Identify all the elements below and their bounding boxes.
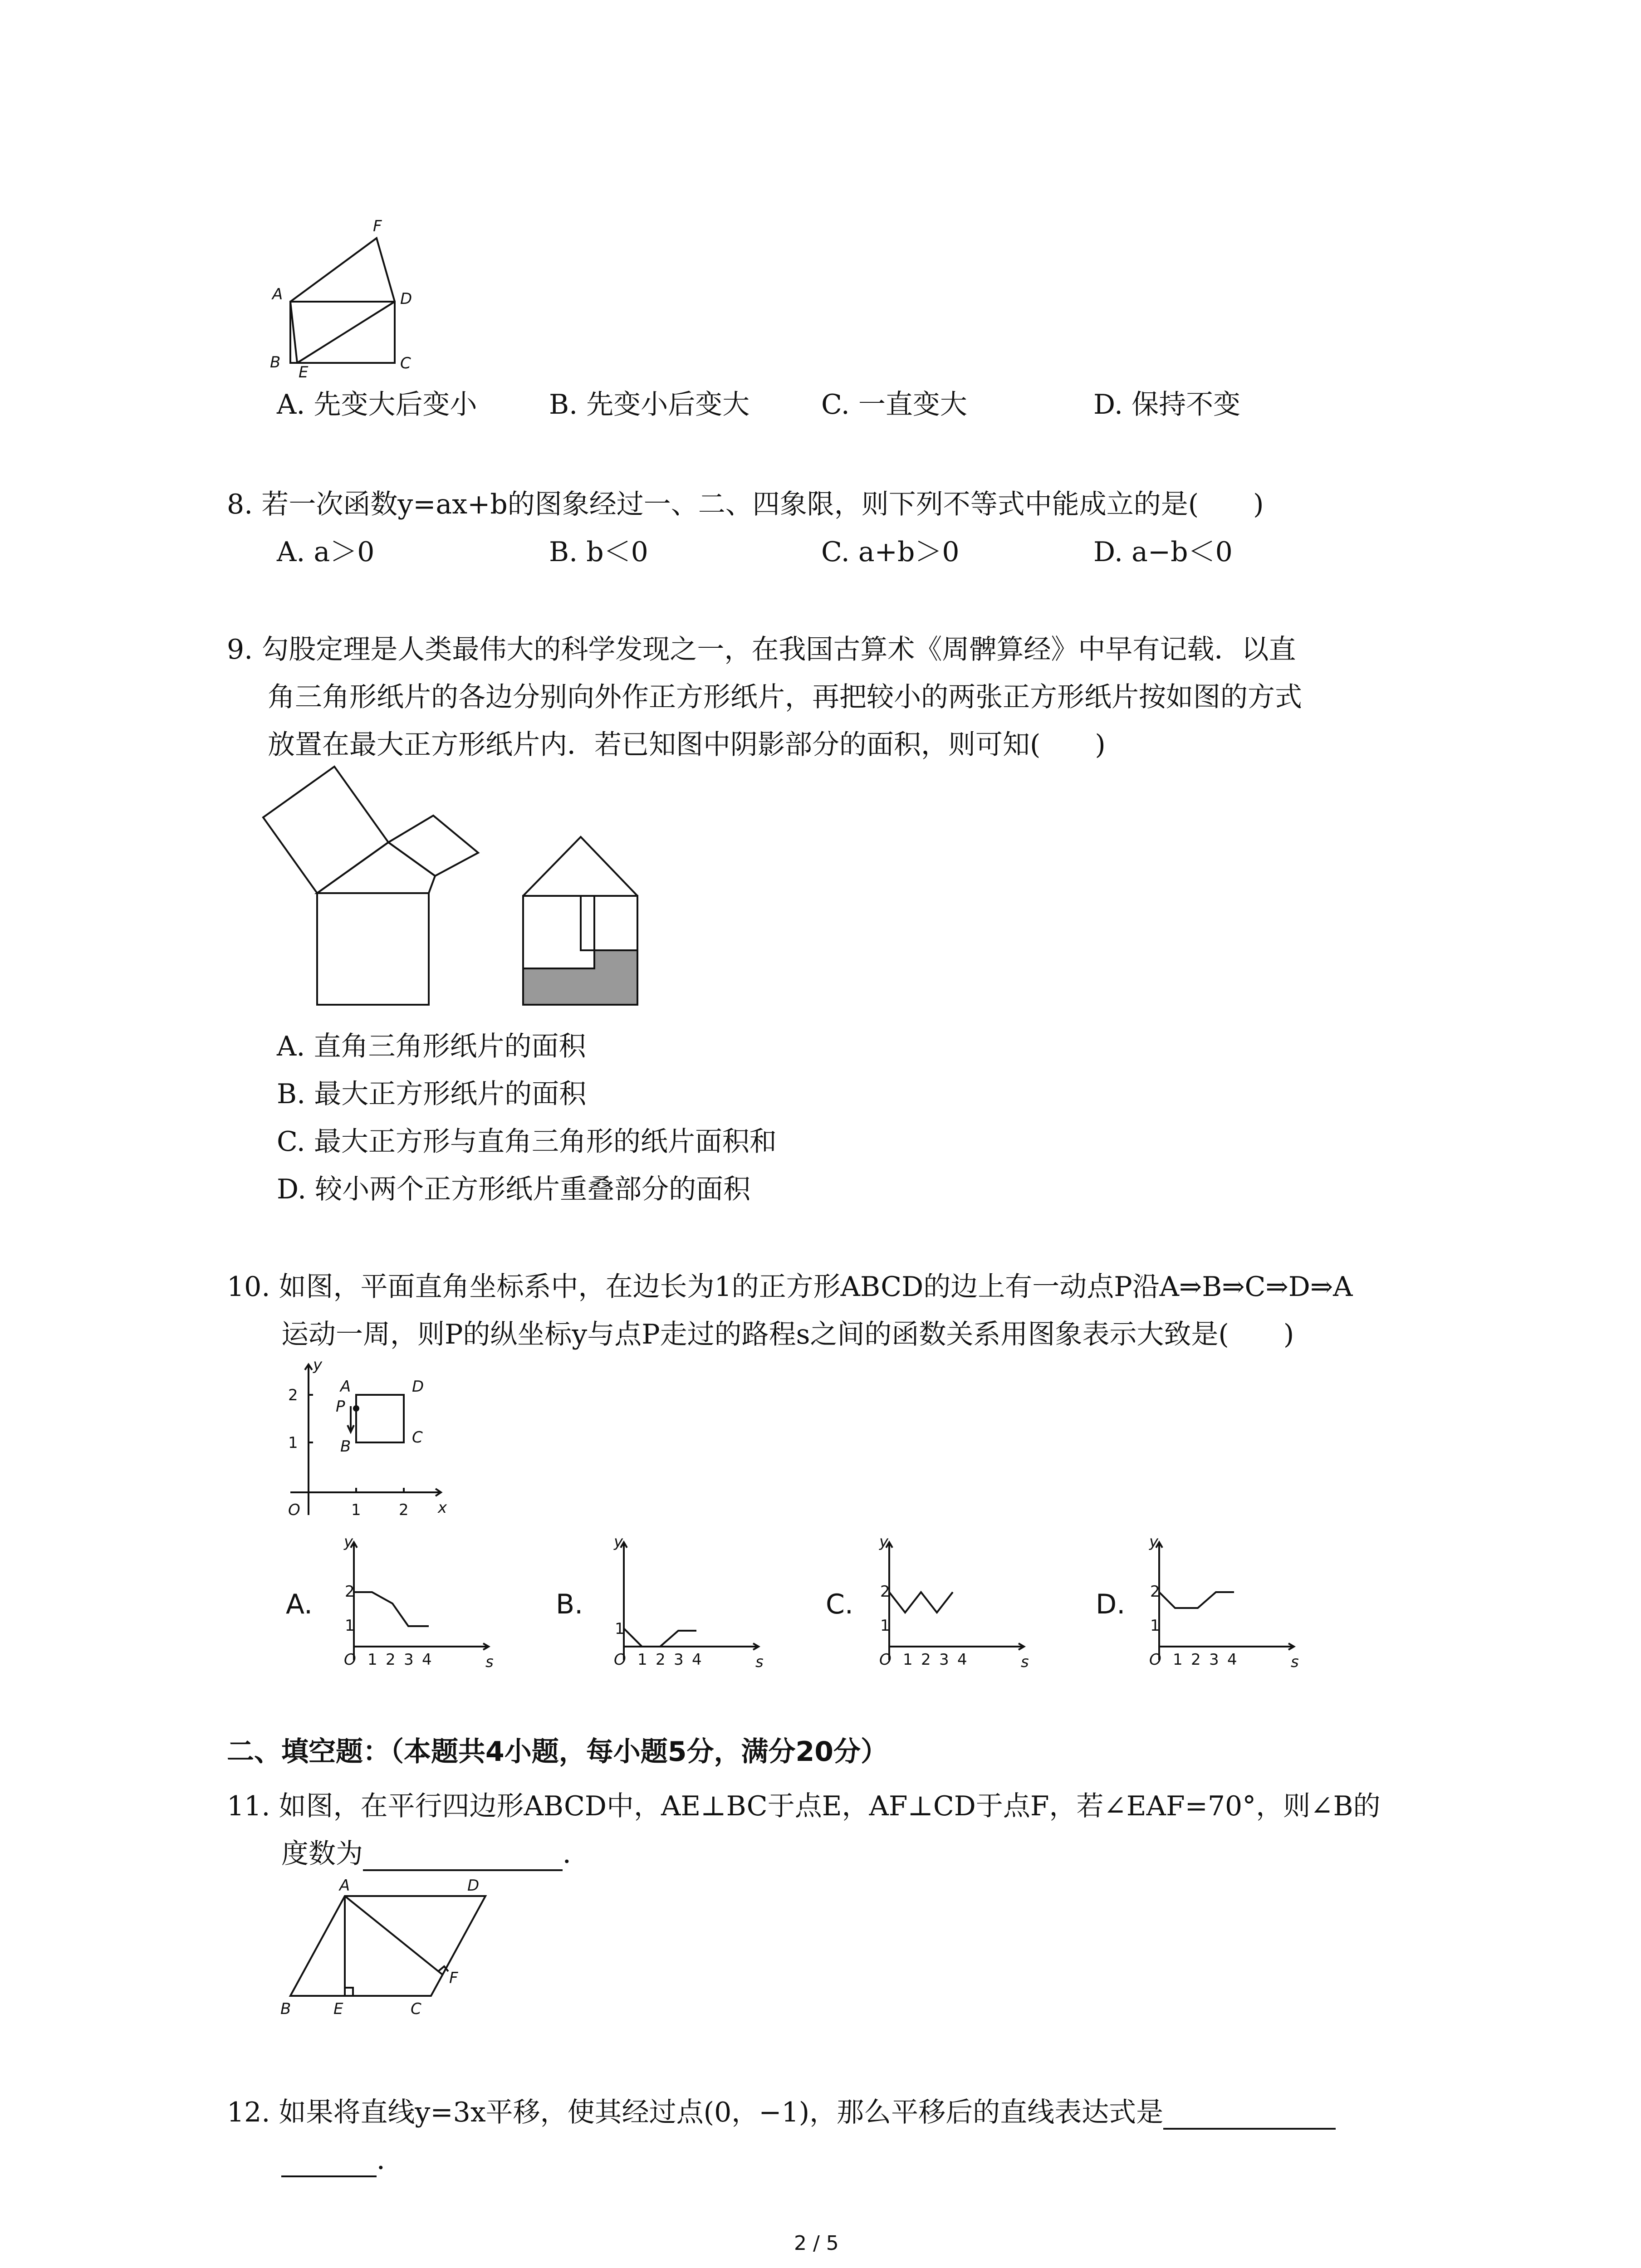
q12-line1 (227, 2096, 1336, 2130)
graph-axis-label: s (1291, 1653, 1299, 1671)
graph-axis-label: 1 (1150, 1617, 1160, 1635)
q11-label-D: D (467, 1877, 480, 1895)
graph-axis-label: 1 (880, 1617, 890, 1635)
graph-axis-label: 3 (404, 1651, 414, 1669)
graph-axis-label: 3 (939, 1651, 949, 1669)
q7-option-d: D. 保持不变 (1093, 389, 1241, 420)
q7-option-c: C. 一直变大 (821, 389, 967, 420)
q10-graph-d (1141, 1533, 1304, 1683)
q7-label-E: E (299, 363, 309, 381)
q11-line2-suffix: ． (563, 1838, 590, 1870)
q10-stem-line2: 运动一周，则P的纵坐标y与点P走过的路程s之间的函数关系用图象表示大致是( ) (281, 1319, 1294, 1350)
q10-fig-point-B: B (340, 1437, 351, 1456)
q11-line2 (281, 1837, 590, 1871)
q9-option-a: A. 直角三角形纸片的面积 (277, 1031, 586, 1062)
graph-axis-label: 2 (1150, 1583, 1160, 1601)
q9-stem-line1: 9. 勾股定理是人类最伟大的科学发现之一，在我国古算术《周髀算经》中早有记载．以直 (227, 634, 1296, 665)
q7-label-A: A (272, 285, 283, 303)
q10-fig-origin-label: O (288, 1501, 300, 1519)
graph-axis-label: O (879, 1651, 892, 1669)
graph-axis-label: y (344, 1533, 353, 1551)
graph-axis-label: 1 (1173, 1651, 1183, 1669)
q10-fig-point-P: P (336, 1398, 345, 1416)
q7-label-D: D (400, 290, 412, 308)
graph-axis-label: 2 (386, 1651, 396, 1669)
graph-axis-label: O (344, 1651, 356, 1669)
q10-fig-xtick-2: 2 (399, 1501, 409, 1519)
q11-label-C: C (411, 2000, 421, 2018)
q8-option-d: D. a−b＜0 (1093, 536, 1233, 568)
graph-axis-label: 3 (674, 1651, 684, 1669)
graph-axis-label: 4 (692, 1651, 702, 1669)
graph-axis-label: 4 (957, 1651, 967, 1669)
q12-line1-text: 12. 如果将直线y=3x平移，使其经过点(0，−1)，那么平移后的直线表达式是 (227, 2097, 1164, 2128)
q10-fig-ytick-1: 1 (288, 1434, 298, 1452)
q10-graph-a (336, 1533, 499, 1683)
graph-axis-label: s (1021, 1653, 1029, 1671)
q10-fig-point-D: D (412, 1378, 424, 1396)
q11-parallelogram-figure (272, 1878, 526, 2023)
q9-option-b: B. 最大正方形纸片的面积 (277, 1078, 587, 1110)
q12-answer-blank-1[interactable] (1163, 2101, 1336, 2130)
q11-label-B: B (280, 2000, 291, 2018)
graph-axis-label: 1 (903, 1651, 913, 1669)
q7-option-b: B. 先变小后变大 (549, 389, 750, 420)
graph-axis-label: y (879, 1533, 889, 1551)
graph-axis-label: 1 (615, 1620, 625, 1638)
q7-label-F: F (373, 217, 382, 235)
q11-label-F: F (449, 1969, 458, 1987)
q11-line1: 11. 如图，在平行四边形ABCD中，AE⊥BC于点E，AF⊥CD于点F，若∠EAF=70°，则∠B的 (227, 1790, 1381, 1822)
q12-line2 (281, 2143, 404, 2177)
q11-line2-prefix: 度数为 (281, 1838, 363, 1870)
graph-axis-label: 2 (656, 1651, 666, 1669)
graph-axis-label: O (614, 1651, 626, 1669)
q7-figure (259, 213, 449, 381)
q10-option-letter-a: A. (286, 1589, 313, 1620)
q10-option-letter-c: C. (826, 1589, 853, 1620)
q9-figure-pythagoras (263, 767, 499, 1012)
q8-option-a: A. a＞0 (277, 536, 375, 568)
page-number: 2 / 5 (794, 2232, 839, 2255)
q9-figure-squares-inside (522, 837, 640, 1009)
q12-answer-blank-2[interactable] (281, 2148, 377, 2177)
section2-title: 二、填空题：（本题共4小题，每小题5分，满分20分） (227, 1736, 888, 1768)
graph-axis-label: 3 (1209, 1651, 1219, 1669)
graph-axis-label: 4 (422, 1651, 432, 1669)
q10-fig-point-A: A (340, 1378, 351, 1396)
q7-label-B: B (270, 353, 281, 371)
graph-axis-label: 1 (345, 1617, 355, 1635)
graph-axis-label: 2 (921, 1651, 931, 1669)
graph-axis-label: 1 (367, 1651, 377, 1669)
graph-axis-label: y (614, 1533, 623, 1551)
q9-stem-line3: 放置在最大正方形纸片内．若已知图中阴影部分的面积，则可知( ) (268, 729, 1106, 761)
q9-option-d: D. 较小两个正方形纸片重叠部分的面积 (277, 1173, 751, 1205)
q10-fig-xtick-1: 1 (351, 1501, 361, 1519)
q7-option-a: A. 先变大后变小 (277, 389, 477, 420)
q12-line2-suffix: ． (377, 2144, 404, 2176)
q11-label-A: A (339, 1877, 350, 1895)
q10-stem-line1: 10. 如图，平面直角坐标系中，在边长为1的正方形ABCD的边上有一动点P沿A⇒B⇒C⇒D⇒A (227, 1271, 1353, 1303)
q10-coordinate-figure (277, 1356, 467, 1529)
q8-option-b: B. b＜0 (549, 536, 648, 568)
q11-label-E: E (333, 2000, 343, 2018)
q10-option-letter-d: D. (1096, 1589, 1126, 1620)
q8-option-c: C. a+b＞0 (821, 536, 960, 568)
graph-axis-label: 2 (345, 1583, 355, 1601)
graph-axis-label: s (755, 1653, 764, 1671)
graph-axis-label: 1 (637, 1651, 647, 1669)
graph-axis-label: 4 (1227, 1651, 1237, 1669)
q10-fig-ytick-2: 2 (288, 1386, 298, 1404)
q9-stem-line2: 角三角形纸片的各边分别向外作正方形纸片，再把较小的两张正方形纸片按如图的方式 (268, 681, 1302, 713)
q10-fig-point-C: C (412, 1428, 423, 1447)
graph-axis-label: 2 (880, 1583, 890, 1601)
q8-stem: 8. 若一次函数y=ax+b的图象经过一、二、四象限，则下列不等式中能成立的是( ) (227, 489, 1264, 520)
q10-fig-x-axis-label: x (438, 1499, 447, 1517)
graph-axis-label: O (1149, 1651, 1161, 1669)
q9-option-c: C. 最大正方形与直角三角形的纸片面积和 (277, 1126, 777, 1158)
graph-axis-label: 2 (1191, 1651, 1201, 1669)
q10-option-letter-b: B. (556, 1589, 583, 1620)
q7-label-C: C (400, 354, 411, 372)
graph-axis-label: s (485, 1653, 494, 1671)
graph-axis-label: y (1149, 1533, 1159, 1551)
q11-answer-blank[interactable] (363, 1842, 563, 1871)
q10-graph-b (606, 1533, 769, 1683)
q10-graph-c (871, 1533, 1034, 1683)
q10-fig-y-axis-label: y (313, 1356, 323, 1374)
